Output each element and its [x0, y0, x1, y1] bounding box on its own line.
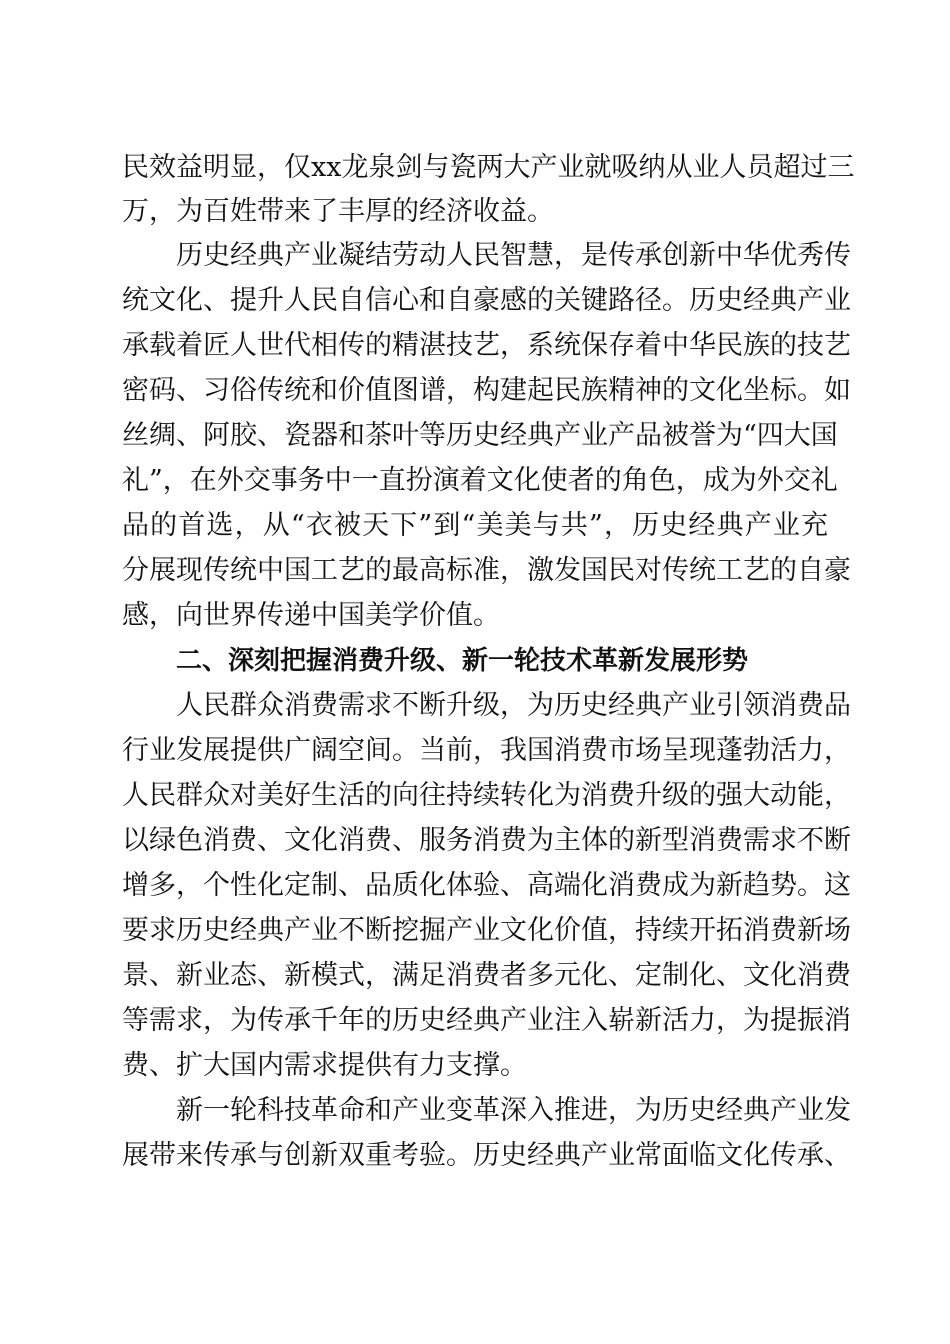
body-text-line: 品的首选，从“衣被天下”到“美美与共”，历史经典产业充	[122, 510, 828, 541]
body-text-line: 景、新业态、新模式，满足消费者多元化、定制化、文化消费	[122, 960, 851, 991]
body-text-line: 以绿色消费、文化消费、服务消费为主体的新型消费需求不断	[122, 825, 851, 856]
body-text-line: 密码、习俗传统和价值图谱，构建起民族精神的文化坐标。如	[122, 375, 851, 406]
body-text-line: 展带来传承与创新双重考验。历史经典产业常面临文化传承、	[122, 1140, 851, 1171]
body-text-line: 统文化、提升人民自信心和自豪感的关键路径。历史经典产业	[122, 285, 851, 316]
body-text-line: 承载着匠人世代相传的精湛技艺，系统保存着中华民族的技艺	[122, 330, 851, 361]
section-heading: 二、深刻把握消费升级、新一轮技术革新发展形势	[176, 646, 749, 676]
body-text-line: 行业发展提供广阔空间。当前，我国消费市场呈现蓬勃活力，	[122, 735, 851, 766]
body-text-line: 丝绸、阿胶、瓷器和茶叶等历史经典产业产品被誉为“四大国	[122, 420, 838, 451]
body-text-line: 费、扩大国内需求提供有力支撑。	[122, 1050, 527, 1081]
body-text-line: 人民群众消费需求不断升级，为历史经典产业引领消费品	[176, 690, 851, 721]
body-text-line: 分展现传统中国工艺的最高标准，激发国民对传统工艺的自豪	[122, 555, 851, 586]
body-text-line: 感，向世界传递中国美学价值。	[122, 600, 500, 631]
body-text-line: 增多，个性化定制、品质化体验、高端化消费成为新趋势。这	[122, 870, 851, 901]
body-text-line: 人民群众对美好生活的向往持续转化为消费升级的强大动能，	[122, 780, 851, 811]
body-text-line: 万，为百姓带来了丰厚的经济收益。	[122, 196, 554, 227]
body-text-line: 新一轮科技革命和产业变革深入推进，为历史经典产业发	[176, 1095, 851, 1126]
body-text-line: 要求历史经典产业不断挖掘产业文化价值，持续开拓消费新场	[122, 915, 851, 946]
body-text-line: 历史经典产业凝结劳动人民智慧，是传承创新中华优秀传	[176, 240, 851, 271]
body-text-line: 等需求，为传承千年的历史经典产业注入崭新活力，为提振消	[122, 1005, 851, 1036]
body-text-line: 民效益明显，仅xx龙泉剑与瓷两大产业就吸纳从业人员超过三	[122, 152, 855, 183]
body-text-line: 礼”，在外交事务中一直扮演着文化使者的角色，成为外交礼	[122, 465, 838, 496]
